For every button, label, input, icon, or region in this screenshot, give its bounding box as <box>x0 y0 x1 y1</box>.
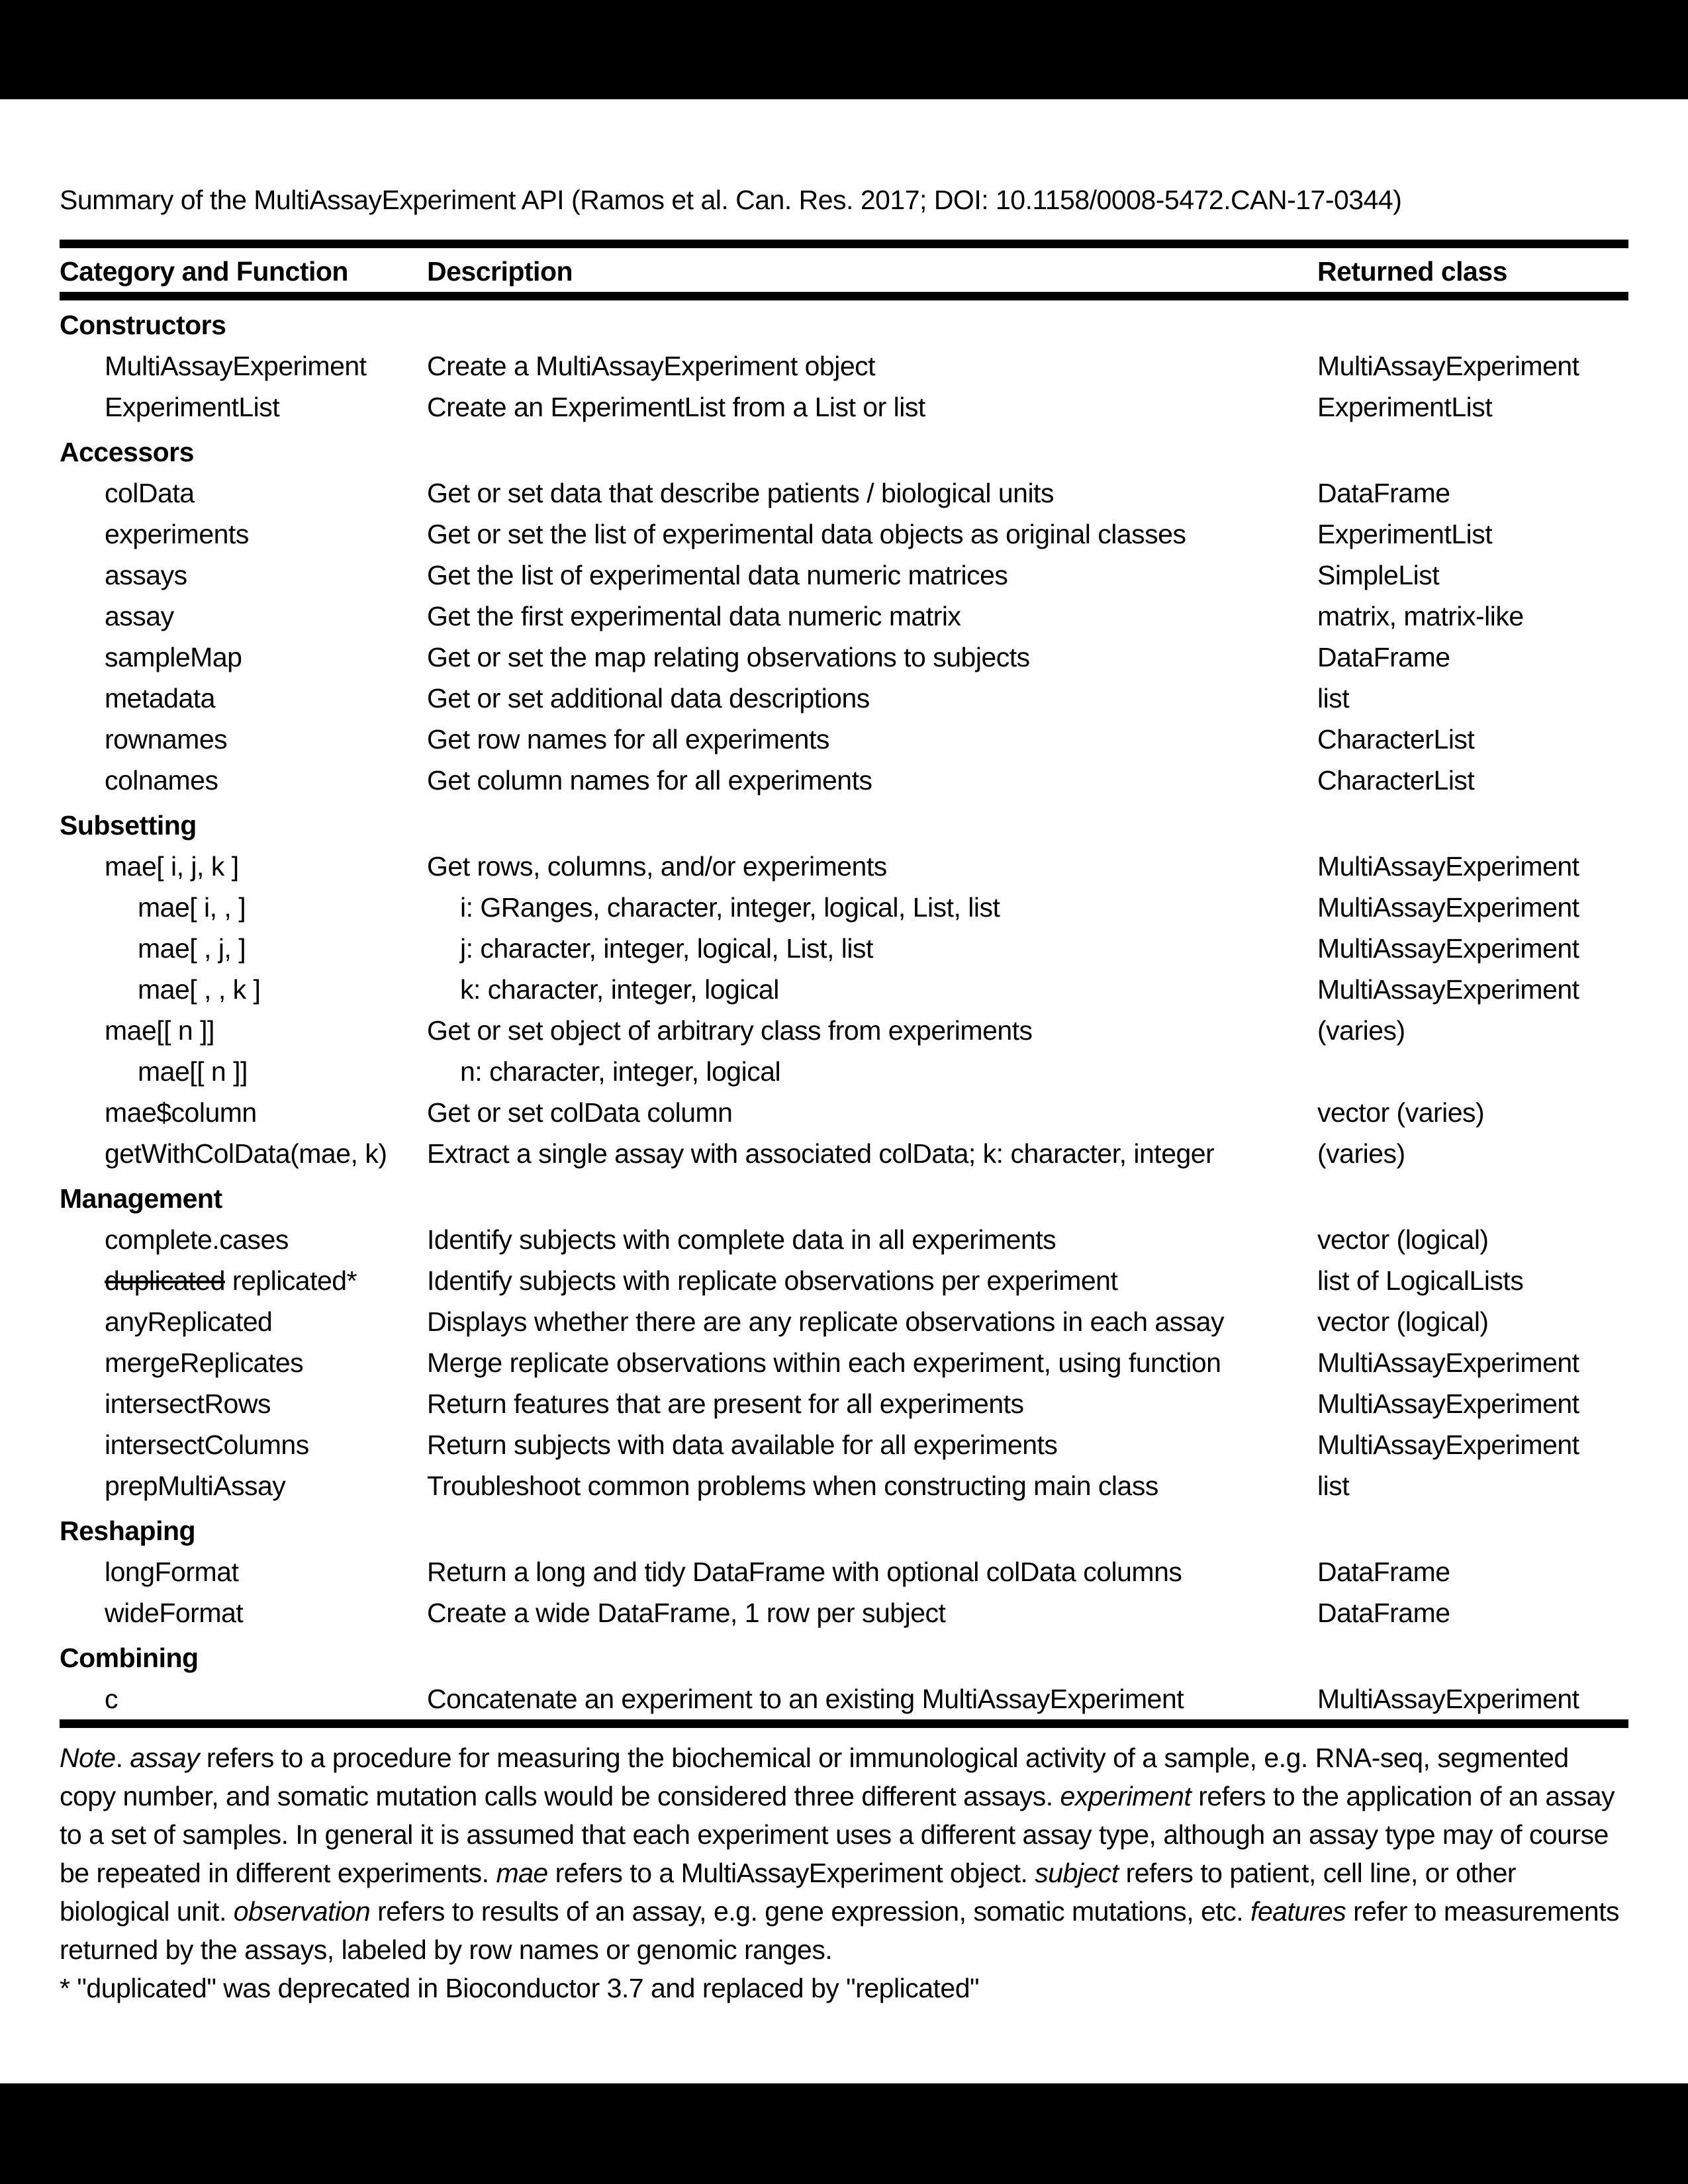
table-row <box>60 719 1628 760</box>
returned-class-cell: (varies) <box>1317 1138 1405 1169</box>
returned-class-cell: list <box>1317 683 1350 713</box>
description-cell: Create a MultiAssayExperiment object <box>427 351 876 381</box>
function-cell: anyReplicated <box>105 1306 273 1337</box>
table-row <box>60 1342 1628 1383</box>
returned-class-cell: DataFrame <box>1317 1557 1450 1587</box>
returned-class-cell: DataFrame <box>1317 642 1450 672</box>
text-segment: refers to a procedure for measuring the biochemical or immunological activity of a sample, e.g. RNA-seq, segmented copy number, and somatic mutation calls would be considered three different assays. <box>60 1743 1569 1811</box>
column-header-description: Description <box>427 256 573 287</box>
function-cell: mae[[ n ]] <box>105 1015 214 1046</box>
table-row <box>60 555 1628 596</box>
description-cell: Create a wide DataFrame, 1 row per subject <box>427 1598 946 1628</box>
function-cell: MultiAssayExperiment <box>105 351 367 381</box>
column-header-returned-class: Returned class <box>1317 256 1507 287</box>
table-header-row <box>60 255 1628 288</box>
text-segment: Note <box>60 1743 116 1773</box>
table-body <box>60 304 1628 1719</box>
text-segment: experiment <box>1060 1781 1192 1811</box>
description-cell: Get row names for all experiments <box>427 724 829 754</box>
description-cell: Extract a single assay with associated colData; k: character, integer <box>427 1138 1215 1169</box>
table-row <box>60 1092 1628 1133</box>
top-black-bar <box>0 0 1688 99</box>
text-segment: refers to the application of an assay to a set of samples. In general it is assumed that each experiment uses a different assay type, although an assay type may of course be repeated in different experiments. <box>60 1781 1615 1888</box>
function-cell: assay <box>105 601 174 631</box>
description-cell: Identify subjects with complete data in all experiments <box>427 1224 1056 1255</box>
description-cell: Get or set object of arbitrary class from experiments <box>427 1015 1033 1046</box>
description-cell: Create an ExperimentList from a List or list <box>427 392 925 422</box>
text-segment: assay <box>130 1743 200 1773</box>
table-row <box>60 1010 1628 1051</box>
document-page <box>60 99 1628 2007</box>
table-header-rule <box>60 292 1628 300</box>
table-note <box>60 1739 1628 1969</box>
page-title: Summary of the MultiAssayExperiment API (Ramos et al. Can. Res. 2017; DOI: 10.1158/0008-5472.CAN-17-0344) <box>60 185 1402 215</box>
text-segment: subject <box>1035 1858 1119 1888</box>
function-cell: intersectColumns <box>105 1430 309 1460</box>
table-row <box>60 1551 1628 1592</box>
description-cell: Return features that are present for all experiments <box>427 1388 1024 1419</box>
table-row <box>60 514 1628 555</box>
text-segment: observation <box>233 1896 371 1927</box>
returned-class-cell: MultiAssayExperiment <box>1317 1430 1579 1460</box>
function-cell <box>60 1260 427 1301</box>
returned-class-cell: MultiAssayExperiment <box>1317 974 1579 1005</box>
section-header-subsetting: Subsetting <box>60 810 197 841</box>
description-cell: Get rows, columns, and/or experiments <box>427 851 887 882</box>
returned-class-cell: SimpleList <box>1317 560 1440 590</box>
description-cell: Get or set additional data descriptions <box>427 683 870 713</box>
returned-class-cell: matrix, matrix-like <box>1317 601 1524 631</box>
table-row <box>60 596 1628 637</box>
returned-class-cell: MultiAssayExperiment <box>1317 1388 1579 1419</box>
table-row <box>60 846 1628 887</box>
returned-class-cell: vector (logical) <box>1317 1306 1489 1337</box>
returned-class-cell: ExperimentList <box>1317 519 1493 549</box>
text-segment: refers to a MultiAssayExperiment object. <box>547 1858 1035 1888</box>
text-segment: features <box>1250 1896 1346 1927</box>
section-header-constructors: Constructors <box>60 310 226 340</box>
description-cell: Displays whether there are any replicate observations in each assay <box>427 1306 1224 1337</box>
returned-class-cell: list of LogicalLists <box>1317 1265 1524 1296</box>
text-segment: replicated* <box>224 1265 357 1296</box>
description-cell: Get or set data that describe patients / biological units <box>427 478 1054 508</box>
returned-class-cell: MultiAssayExperiment <box>1317 1684 1579 1714</box>
table-top-rule <box>60 240 1628 248</box>
table-row <box>60 928 1628 969</box>
table-row <box>60 760 1628 801</box>
table-row <box>60 1051 1628 1092</box>
returned-class-cell <box>1317 1051 1628 1092</box>
function-cell: mae[[ n ]] <box>138 1056 248 1087</box>
returned-class-cell: DataFrame <box>1317 478 1450 508</box>
section-header-reshaping: Reshaping <box>60 1516 196 1546</box>
returned-class-cell: list <box>1317 1471 1350 1501</box>
description-cell: Get column names for all experiments <box>427 765 872 796</box>
table-row <box>60 1219 1628 1260</box>
description-cell: Troubleshoot common problems when constructing main class <box>427 1471 1158 1501</box>
table-row <box>60 887 1628 928</box>
text-segment: refers to results of an assay, e.g. gene expression, somatic mutations, etc. <box>370 1896 1251 1927</box>
function-cell: mae$column <box>105 1097 257 1128</box>
returned-class-cell: MultiAssayExperiment <box>1317 892 1579 923</box>
function-cell: mae[ i, j, k ] <box>105 851 239 882</box>
function-cell: metadata <box>105 683 215 713</box>
returned-class-cell: ExperimentList <box>1317 392 1493 422</box>
function-cell: intersectRows <box>105 1388 271 1419</box>
function-cell: prepMultiAssay <box>105 1471 286 1501</box>
table-bottom-rule <box>60 1719 1628 1728</box>
description-cell: Get the first experimental data numeric matrix <box>427 601 961 631</box>
description-cell: Get or set the map relating observations to subjects <box>427 642 1030 672</box>
function-cell: sampleMap <box>105 642 242 672</box>
returned-class-cell: CharacterList <box>1317 765 1475 796</box>
table-row <box>60 1592 1628 1633</box>
description-cell: Get or set colData column <box>427 1097 733 1128</box>
returned-class-cell: CharacterList <box>1317 724 1475 754</box>
table-row <box>60 473 1628 514</box>
function-cell: ExperimentList <box>105 392 280 422</box>
description-cell: k: character, integer, logical <box>460 974 779 1005</box>
returned-class-cell: vector (logical) <box>1317 1224 1489 1255</box>
table-row <box>60 1260 1628 1301</box>
table-row <box>60 1301 1628 1342</box>
text-segment: duplicated <box>105 1265 225 1296</box>
table-row <box>60 678 1628 719</box>
table-row <box>60 637 1628 678</box>
column-header-category-function: Category and Function <box>60 256 348 287</box>
function-cell: complete.cases <box>105 1224 289 1255</box>
table-row <box>60 969 1628 1010</box>
function-cell: c <box>105 1684 118 1714</box>
function-cell: colData <box>105 478 195 508</box>
returned-class-cell: (varies) <box>1317 1015 1405 1046</box>
description-cell: Concatenate an experiment to an existing MultiAssayExperiment <box>427 1684 1184 1714</box>
description-cell: Get the list of experimental data numeric matrices <box>427 560 1008 590</box>
deprecation-footnote: * "duplicated" was deprecated in Bioconductor 3.7 and replaced by "replicated" <box>60 1973 980 2003</box>
description-cell: j: character, integer, logical, List, list <box>460 933 873 964</box>
description-cell: Return a long and tidy DataFrame with optional colData columns <box>427 1557 1182 1587</box>
table-row <box>60 1424 1628 1465</box>
section-header-combining: Combining <box>60 1643 199 1673</box>
function-cell: wideFormat <box>105 1598 244 1628</box>
description-cell: Identify subjects with replicate observations per experiment <box>427 1265 1118 1296</box>
function-cell: experiments <box>105 519 249 549</box>
bottom-black-bar <box>0 2083 1688 2184</box>
function-cell: longFormat <box>105 1557 239 1587</box>
table-row <box>60 345 1628 387</box>
table-row <box>60 1383 1628 1424</box>
function-cell: mae[ , j, ] <box>138 933 246 964</box>
returned-class-cell: vector (varies) <box>1317 1097 1485 1128</box>
function-cell: mae[ i, , ] <box>138 892 246 923</box>
text-segment: refers to patient, cell line, or other biological unit. <box>60 1858 1517 1927</box>
text-segment: mae <box>496 1858 548 1888</box>
table-row <box>60 1678 1628 1719</box>
description-cell: Merge replicate observations within each experiment, using function <box>427 1347 1221 1378</box>
description-cell: n: character, integer, logical <box>460 1056 781 1087</box>
section-header-accessors: Accessors <box>60 437 194 467</box>
description-cell: Return subjects with data available for all experiments <box>427 1430 1058 1460</box>
function-cell: rownames <box>105 724 228 754</box>
returned-class-cell: DataFrame <box>1317 1598 1450 1628</box>
table-row <box>60 387 1628 428</box>
function-cell: mae[ , , k ] <box>138 974 261 1005</box>
returned-class-cell: MultiAssayExperiment <box>1317 933 1579 964</box>
returned-class-cell: MultiAssayExperiment <box>1317 351 1579 381</box>
function-cell: mergeReplicates <box>105 1347 304 1378</box>
text-segment: . <box>115 1743 130 1773</box>
table-row <box>60 1133 1628 1174</box>
returned-class-cell: MultiAssayExperiment <box>1317 1347 1579 1378</box>
text-segment: refer to measurements returned by the assays, labeled by row names or genomic ranges. <box>60 1896 1620 1965</box>
function-cell: assays <box>105 560 187 590</box>
function-cell: getWithColData(mae, k) <box>105 1138 387 1169</box>
description-cell: i: GRanges, character, integer, logical, List, list <box>460 892 1000 923</box>
description-cell: Get or set the list of experimental data objects as original classes <box>427 519 1186 549</box>
table-row <box>60 1465 1628 1506</box>
returned-class-cell: MultiAssayExperiment <box>1317 851 1579 882</box>
function-cell: colnames <box>105 765 218 796</box>
section-header-management: Management <box>60 1183 222 1214</box>
